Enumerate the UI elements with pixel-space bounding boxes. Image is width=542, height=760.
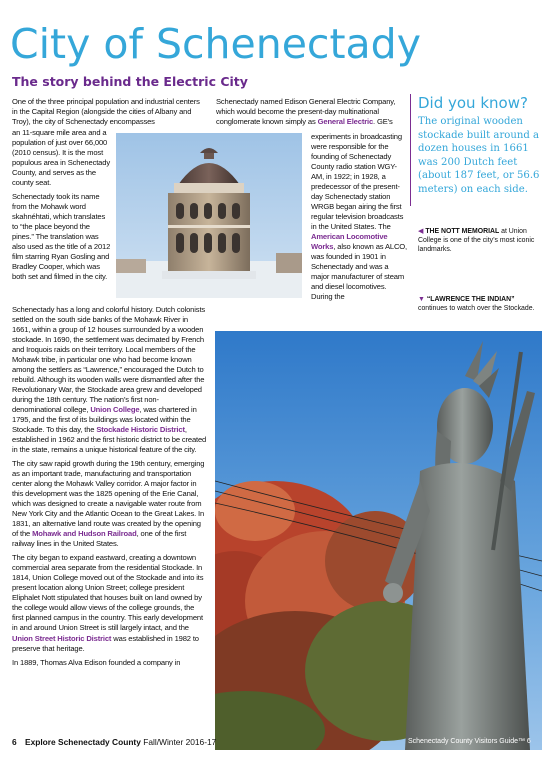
- paragraph-intro: One of the three principal population and industrial centers in the Capital Region (alongside the cities of Albany and Troy), the city of Schenectady encompasses: [12, 97, 200, 127]
- footer-left: [12, 737, 216, 747]
- caption-lawrence-bold: “LAWRENCE THE INDIAN”: [426, 296, 515, 303]
- paragraph-name-origin: Schenectady took its name from the Mohawk word skahnéhtati, which translates to “the place beyond the pines.” The translation was also used as the title of a 2012 film starring Ryan Gosling and Bradley Cooper, which was both set and filmed in the city.: [12, 192, 111, 282]
- caption-lawrence: [418, 295, 540, 313]
- paragraph-expansion: [12, 553, 207, 653]
- lawrence-statue-photo: [215, 331, 542, 750]
- broadcast-text-a: experiments in broadcasting were responsible for the founding of Schenectady County radio station WGY-AM, in 1922; in 1928, a predecessor of the present-day Schenectady station WRGB began airing the first regular television broadcasts in the United States. The: [311, 132, 404, 232]
- ge-text-b: . GE’s: [373, 117, 393, 127]
- nott-memorial-photo: [116, 133, 302, 298]
- history-text-c: , established in 1962 and the first historic district to be created in the state, remains a unique historical feature of the city.: [12, 425, 207, 455]
- issue-date: Fall/Winter 2016-17: [143, 737, 217, 747]
- paragraph-history: [12, 305, 207, 455]
- sidebar-fact: The original wooden stockade built around a dozen houses in 1661 was 200 Dutch feet (about 187 feet, or 56.6 meters) on each side.: [418, 116, 540, 195]
- triangle-left-icon: ◀: [418, 228, 424, 235]
- growth-text-b: , one of the first railway lines in the United States.: [12, 529, 187, 549]
- paragraph-edison: In 1889, Thomas Alva Edison founded a company in: [12, 657, 181, 667]
- locomotive-works-link[interactable]: American Locomotive Works: [311, 232, 388, 252]
- history-column: [12, 305, 207, 672]
- union-street-district-link[interactable]: Union Street Historic District: [12, 633, 112, 643]
- growth-text-a: The city saw rapid growth during the 19th century, emerging as an important trade, manufacturing and transportation center along the Mohawk Valley corridor. A major factor in this development was the 1825 opening of the Erie Canal, which was designed to create a navigable water route from New York City and the Atlantic Ocean to the Great Lakes. In 1831, an alternative land route was created by the opening of the: [12, 459, 205, 539]
- publication-name: Explore Schenectady County: [25, 737, 141, 747]
- sidebar-divider: [410, 94, 411, 206]
- union-college-link[interactable]: Union College: [90, 405, 140, 415]
- stockade-district-link[interactable]: Stockade Historic District: [96, 425, 185, 435]
- paragraph-area: an 11-square mile area and a population of just over 66,000 (2010 census). It is the most populous area in Schenectady County, and serves as the county seat.: [12, 128, 110, 188]
- intro-text: [12, 97, 207, 131]
- triangle-down-icon: ▼: [418, 296, 425, 303]
- history-text-b: , was chartered in 1795, and the first of its buildings was located within the Stockade. To this day, the: [12, 405, 197, 435]
- narrow-column: [12, 128, 112, 286]
- sidebar-title: Did you know?: [418, 94, 528, 112]
- paragraph-ge: [216, 97, 406, 127]
- page-title: City of Schenectady: [10, 20, 421, 68]
- paragraph-growth: [12, 459, 207, 549]
- history-text-a: Schenectady has a long and colorful history. Dutch colonists settled on the south side banks of the Mohawk River in 1661, within a group of 12 houses surrounded by a wooden stockade. In 1690, the settlement was decimated by French and Iroquois raids on their territory. Local members of the Mohawk tribe, in particular one who had become known among the settlers as “Lawrence,” encouraged the Dutch to rebuild. Although its wooden walls were dismantled after the Revolutionary War, the Stockade area grew and developed during the 18th century. The nation’s first non-denominational college,: [12, 305, 206, 415]
- caption-lawrence-text: continues to watch over the Stockade.: [418, 305, 535, 313]
- ge-text: Schenectady named Edison General Electric Company, which would become the present-day multinational conglomerate known simply as: [216, 97, 396, 127]
- footer-credit: Schenectady County Visitors Guide™ 6: [408, 738, 531, 745]
- column-two-narrow: [311, 132, 407, 306]
- railroad-link[interactable]: Mohawk and Hudson Railroad: [32, 529, 137, 539]
- paragraph-broadcast: [311, 132, 407, 302]
- page-number: 6: [12, 737, 17, 747]
- general-electric-link[interactable]: General Electric: [317, 117, 374, 127]
- caption-nott-bold: THE NOTT MEMORIAL: [425, 228, 500, 235]
- page-subtitle: The story behind the Electric City: [12, 74, 248, 89]
- column-two-top: [216, 97, 406, 131]
- expansion-text-a: The city began to expand eastward, creating a downtown commercial area separate from the residential Stockade. In 1814, Union College moved out of the Stockade and into its present location along Union Street; college president Eliphalet Nott stipulated that houses built on land owned by the college would allow views of the college grounds, the first planned campus in the country. This early development in and around Union Street is still largely intact, and the: [12, 553, 204, 633]
- broadcast-text-b: , also known as ALCO, was founded in 1901 in Schenectady and was a major manufacturer of steam and diesel locomotives. During the: [311, 242, 407, 302]
- caption-nott-text: at Union College is one of the city’s most iconic landmarks.: [418, 228, 535, 254]
- expansion-text-b: was established in 1982 to preserve that heritage.: [12, 633, 199, 653]
- caption-nott-memorial: [418, 227, 540, 254]
